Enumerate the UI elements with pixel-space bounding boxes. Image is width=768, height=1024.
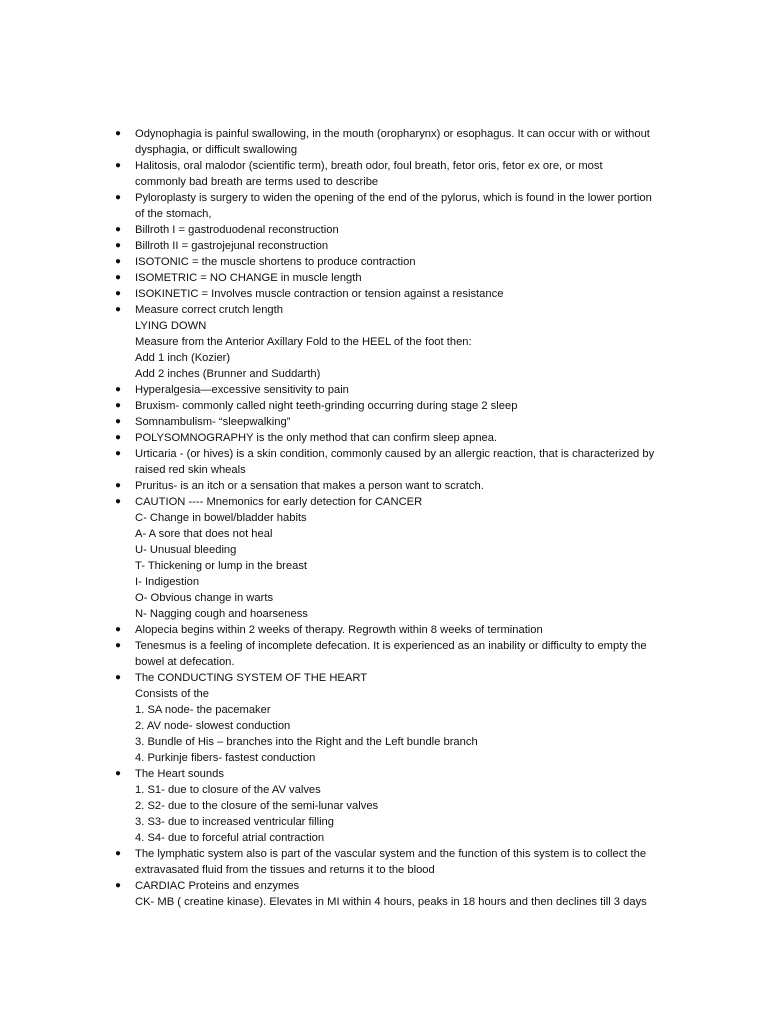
list-item-text-line: Urticaria - (or hives) is a skin condition, commonly caused by an allergic reaction, that is characterized by [135, 448, 655, 460]
list-item-text-line: Add 1 inch (Kozier) [135, 352, 231, 364]
list-item-text-line: 2. S2- due to the closure of the semi-lunar valves [135, 800, 379, 812]
list-item [108, 126, 678, 158]
bullet-list [108, 126, 678, 910]
list-item [108, 286, 678, 302]
bullet-icon: ● [114, 128, 122, 139]
list-item-text-line: Measure correct crutch length [135, 304, 283, 316]
list-item-text-line: 3. Bundle of His – branches into the Right and the Left bundle branch [135, 736, 478, 748]
list-item-text-line: Hyperalgesia—excessive sensitivity to pain [135, 384, 349, 396]
list-item-text-line: U- Unusual bleeding [135, 544, 237, 556]
list-item [108, 846, 678, 878]
list-item [108, 190, 678, 222]
bullet-icon: ● [114, 400, 122, 411]
list-item [108, 222, 678, 238]
list-item [108, 766, 678, 846]
list-item-text-line: Bruxism- commonly called night teeth-grinding occurring during stage 2 sleep [135, 400, 518, 412]
bullet-icon: ● [114, 640, 122, 651]
list-item [108, 638, 678, 670]
list-item-text-line: Billroth I = gastroduodenal reconstruction [135, 224, 339, 236]
list-item-text-line: T- Thickening or lump in the breast [135, 560, 308, 572]
bullet-icon: ● [114, 160, 122, 171]
list-item [108, 878, 678, 910]
list-item [108, 238, 678, 254]
list-item-text-line: extravasated fluid from the tissues and returns it to the blood [135, 864, 435, 876]
list-item [108, 494, 678, 622]
bullet-icon: ● [114, 432, 122, 443]
list-item-text-line: bowel at defecation. [135, 656, 235, 668]
list-item-text-line: A- A sore that does not heal [135, 528, 273, 540]
bullet-icon: ● [114, 304, 122, 315]
bullet-icon: ● [114, 272, 122, 283]
list-item-text-line: Add 2 inches (Brunner and Suddarth) [135, 368, 321, 380]
list-item-text-line: CARDIAC Proteins and enzymes [135, 880, 300, 892]
list-item [108, 382, 678, 398]
list-item-text-line: raised red skin wheals [135, 464, 246, 476]
list-item-text-line: 1. S1- due to closure of the AV valves [135, 784, 321, 796]
list-item [108, 414, 678, 430]
list-item-text-line: Measure from the Anterior Axillary Fold to the HEEL of the foot then: [135, 336, 472, 348]
list-item-text-line: dysphagia, or difficult swallowing [135, 144, 298, 156]
list-item [108, 622, 678, 638]
list-item [108, 254, 678, 270]
list-item [108, 270, 678, 286]
bullet-icon: ● [114, 496, 122, 507]
list-item-text-line: 2. AV node- slowest conduction [135, 720, 291, 732]
bullet-icon: ● [114, 880, 122, 891]
list-item [108, 670, 678, 766]
list-item-text-line: CAUTION ---- Mnemonics for early detection for CANCER [135, 496, 423, 508]
bullet-icon: ● [114, 848, 122, 859]
list-item-text-line: ISOKINETIC = Involves muscle contraction or tension against a resistance [135, 288, 504, 300]
list-item-text-line: 4. S4- due to forceful atrial contraction [135, 832, 325, 844]
list-item-text-line: I- Indigestion [135, 576, 200, 588]
list-item-text-line: The Heart sounds [135, 768, 224, 780]
bullet-icon: ● [114, 288, 122, 299]
list-item-text-line: CK- MB ( creatine kinase). Elevates in MI within 4 hours, peaks in 18 hours and then declines till 3 days [135, 896, 647, 908]
list-item [108, 302, 678, 382]
list-item-text-line: ISOTONIC = the muscle shortens to produce contraction [135, 256, 416, 268]
bullet-icon: ● [114, 624, 122, 635]
bullet-icon: ● [114, 240, 122, 251]
list-item-text-line: 4. Purkinje fibers- fastest conduction [135, 752, 316, 764]
list-item [108, 398, 678, 414]
list-item [108, 158, 678, 190]
list-item-text-line: Billroth II = gastrojejunal reconstruction [135, 240, 329, 252]
list-item-text-line: The lymphatic system also is part of the vascular system and the function of this system is to collect the [135, 848, 647, 860]
list-item-text-line: Alopecia begins within 2 weeks of therapy. Regrowth within 8 weeks of termination [135, 624, 543, 636]
bullet-icon: ● [114, 672, 122, 683]
list-item-text-line: Tenesmus is a feeling of incomplete defecation. It is experienced as an inability or difficulty to empty the [135, 640, 647, 652]
bullet-icon: ● [114, 384, 122, 395]
list-item-text-line: Pyloroplasty is surgery to widen the opening of the end of the pylorus, which is found in the lower portion [135, 192, 652, 204]
list-item-text-line: POLYSOMNOGRAPHY is the only method that can confirm sleep apnea. [135, 432, 498, 444]
bullet-icon: ● [114, 416, 122, 427]
list-item [108, 446, 678, 478]
list-item-text-line: Consists of the [135, 688, 209, 700]
bullet-icon: ● [114, 480, 122, 491]
list-item-text-line: C- Change in bowel/bladder habits [135, 512, 307, 524]
list-item-text-line: commonly bad breath are terms used to describe [135, 176, 379, 188]
bullet-icon: ● [114, 256, 122, 267]
list-item-text-line: O- Obvious change in warts [135, 592, 274, 604]
list-item-text-line: Halitosis, oral malodor (scientific term), breath odor, foul breath, fetor oris, fetor ex ore, or most [135, 160, 603, 172]
list-item-text-line: 1. SA node- the pacemaker [135, 704, 271, 716]
list-item-text-line: The CONDUCTING SYSTEM OF THE HEART [135, 672, 368, 684]
bullet-icon: ● [114, 448, 122, 459]
list-item-text-line: Somnambulism- “sleepwalking” [135, 416, 291, 428]
list-item-text-line: N- Nagging cough and hoarseness [135, 608, 308, 620]
bullet-icon: ● [114, 224, 122, 235]
list-item-text-line: Odynophagia is painful swallowing, in the mouth (oropharynx) or esophagus. It can occur with or without [135, 128, 650, 140]
list-item-text-line: ISOMETRIC = NO CHANGE in muscle length [135, 272, 362, 284]
list-item-text-line: LYING DOWN [135, 320, 207, 332]
list-item [108, 478, 678, 494]
bullet-icon: ● [114, 192, 122, 203]
list-item-text-line: of the stomach, [135, 208, 212, 220]
list-item [108, 430, 678, 446]
list-item-text-line: Pruritus- is an itch or a sensation that makes a person want to scratch. [135, 480, 484, 492]
list-item-text-line: 3. S3- due to increased ventricular filling [135, 816, 334, 828]
bullet-icon: ● [114, 768, 122, 779]
